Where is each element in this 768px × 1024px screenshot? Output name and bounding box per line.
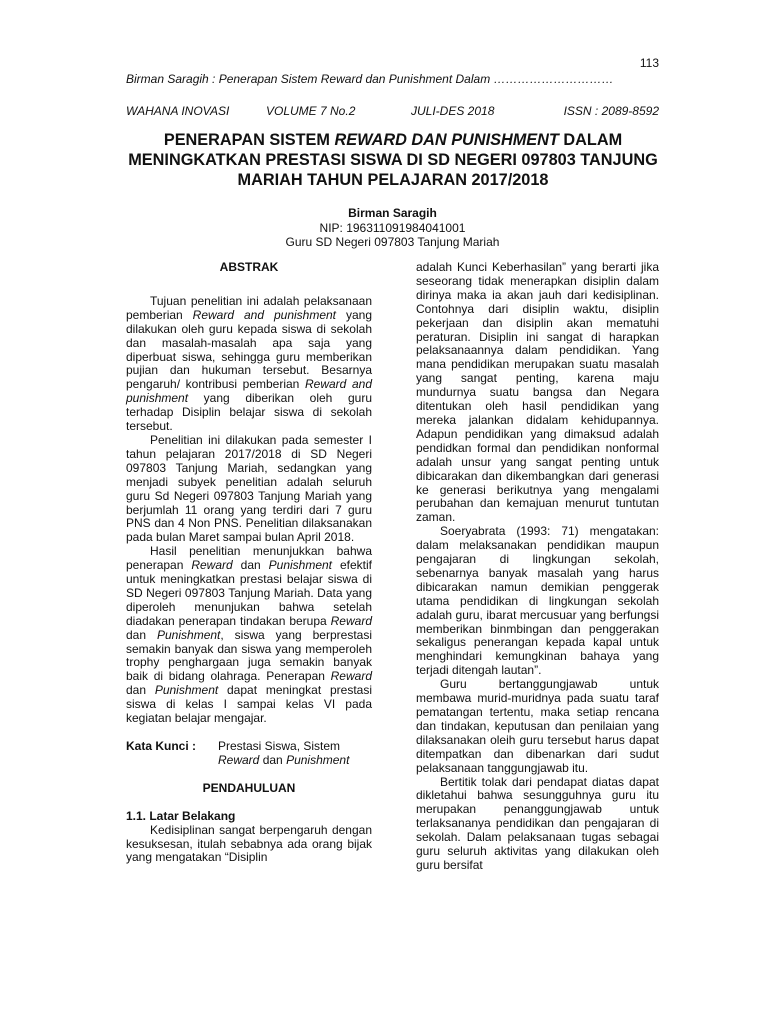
section-heading-pendahuluan: PENDAHULUAN [202, 780, 296, 795]
intro-paragraph: Kedisiplinan sangat berpengaruh dengan kesuksesan, itulah sebabnya ada orang bijak yang mengatakan “Disiplin [126, 822, 372, 865]
running-header: Birman Saragih : Penerapan Sistem Reward dan Punishment Dalam ………………………… [126, 72, 614, 86]
journal-name: WAHANA INOVASI [126, 104, 230, 118]
keywords-label: Kata Kunci : [126, 739, 197, 753]
body-paragraph-1: adalah Kunci Keberhasilan” yang berarti jika seseorang tidak menerapkan disiplin dalam dirinya maka ia akan jauh dari kedisiplinan. Contohnya dari disiplin waktu, disiplin pekerjaan dan disiplin akan mematuhi peraturan. Disiplin ini sangat di harapkan pelaksanaannya dalam pendidikan. Yang mana pendidikan merupakan suatu masalah yang sangat penting, karena maju mundurnya suatu bangsa dan Negara ditentukan oleh hasil pendidikan yang mereka jalankan didalam kehidupannya. Adapun pendidikan yang dimaksud adalah pendidkan formal dan pendidikan nonformal adalah unsur yang sangat penting untuk dibicarakan dan dikembangkan dari generasi ke generasi berikutnya yang mengalami perubahan dan kemajuan menurut tuntutan zaman. [416, 260, 659, 525]
abstract-paragraph-1: Tujuan penelitian ini adalah pelaksanaan pemberian Reward and punishment yang dilakukan oleh guru kepada siswa di sekolah dan masalah-masalah apa saja yang diperbuat siswa, sehingga guru memberikan pujian dan hukuman tersebut. Besarnya pengaruh/ kontribusi pemberian Reward and punishment yang diberikan oleh guru terhadap Disiplin belajar siswa di sekolah tersebut. [126, 293, 372, 434]
body-paragraph-2: Soeryabrata (1993: 71) mengatakan: dalam melaksanakan pendidikan maupun pengajaran di lingkungan sekolah, sebenarnya banyak masalah yang harus dibicarakan namun demikian penggerak utama pendidikan di lingkungan sekolah adalah guru, ibarat mercusuar yang berfungsi memberikan binmbingan dan penggerakan sekaligus penerangan kepada kapal untuk menghindari kemungkinan bahaya yang terjadi ditengah lautan”. [416, 524, 659, 678]
keywords [126, 740, 372, 768]
author-nip: NIP: 196311091984041001 [319, 220, 466, 235]
subsection-heading: 1.1. Latar Belakang [126, 808, 236, 823]
body-paragraph-3: Guru bertanggungjawab untuk membawa murid-muridnya pada suatu taraf pematangan tertentu, maka setiap rencana dan tindakan, keputusan dan penilaian yang dilaksanakan oleih guru tersebut harus dapat ditempatkan dan dibenarkan dari sudut pelaksanaan tanggungjawab itu. [416, 677, 659, 775]
journal-period: JULI-DES 2018 [411, 104, 495, 118]
body-paragraph-4: Bertitik tolak dari pendapat diatas dapat dikletahui bahwa sesungguhnya guru itu merupakan penanggungjawab untuk terlaksananya pendidikan dan pengajaran di sekolah. Dalam pelaksanaan tugas sebagai guru seluruh aktivitas yang dilakukan oleh guru bersifat [416, 774, 659, 872]
abstract-paragraph-2: Penelitian ini dilakukan pada semester I tahun pelajaran 2017/2018 di SD Negeri 097803 Tanjung Mariah, sedangkan yang menjadi subyek penelitian adalah seluruh guru Sd Negeri 097803 Tanjung Mariah yang berjumlah 11 orang yang terdiri dari 7 guru PNS dan 4 Non PNS. Penelitian dilaksanakan pada bulan Maret sampai bulan April 2018. [126, 432, 372, 545]
abstract-heading: ABSTRAK [219, 260, 279, 274]
author-affiliation: Guru SD Negeri 097803 Tanjung Mariah [285, 235, 500, 249]
abstract-paragraph-3: Hasil penelitian menunjukkan bahwa penerapan Reward dan Punishment efektif untuk meningkatkan prestasi belajar siswa di SD Negeri 097803 Tanjung Mariah. Data yang diperoleh menunjukan bahwa setelah diadakan penerapan tindakan berupa Reward dan Punishment, siswa yang berprestasi semakin banyak dan siswa yang memperoleh trophy penghargaan juga semakin banyak baik di bidang olahraga. Penerapan Reward dan Punishment dapat meningkat prestasi siswa di kelas I sampai kelas VI pada kegiatan belajar mengajar. [126, 544, 372, 726]
author-name: Birman Saragih [348, 206, 437, 220]
paper-title: PENERAPAN SISTEM REWARD DAN PUNISHMENT DALAM MENINGKATKAN PRESTASI SISWA DI SD NEGERI 097803 TANJUNG MARIAH TAHUN PELAJARAN 2017/2018 [128, 131, 658, 189]
journal-volume: VOLUME 7 No.2 [266, 104, 356, 118]
left-column [126, 261, 372, 865]
right-column [416, 261, 659, 873]
page-number: 113 [639, 56, 659, 70]
keywords-text: Prestasi Siswa, Sistem Reward dan Punishment [218, 739, 350, 767]
author-block [126, 206, 659, 250]
journal-issn: ISSN : 2089-8592 [563, 104, 659, 118]
